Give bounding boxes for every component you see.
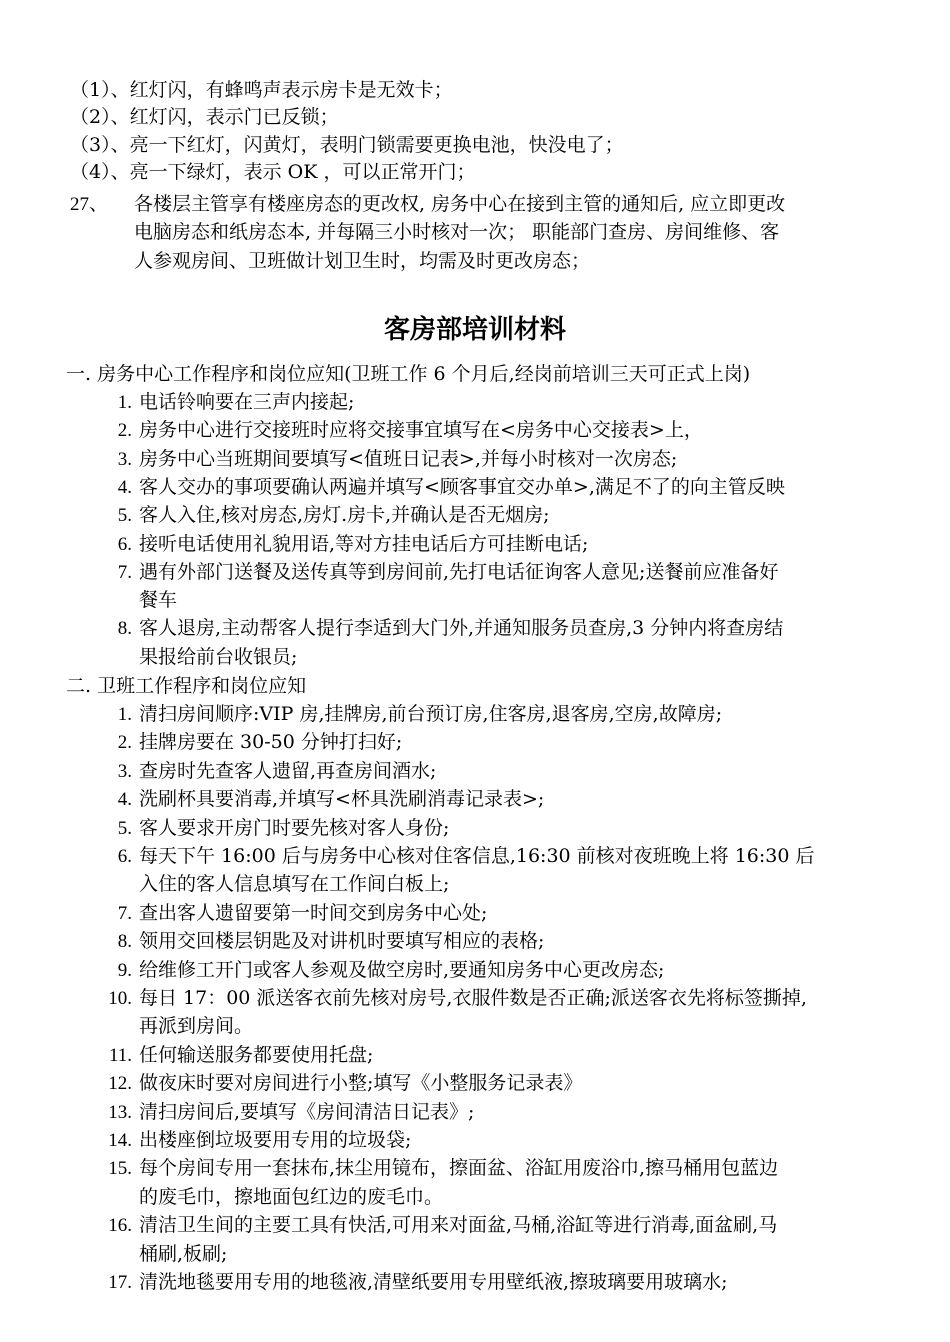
list-item-number: 8.	[117, 618, 132, 640]
list-item-number: 2.	[117, 420, 132, 442]
list-item-number: 2.	[117, 732, 132, 754]
list-item-number: 9.	[117, 959, 132, 981]
list-item-text: 每天下午 16:00 后与房务中心核对住客信息,16:30 前核对夜班晚上将 16:30 后	[139, 845, 815, 867]
list-item-text: 做夜床时要对房间进行小整;填写《小整服务记录表》	[139, 1072, 583, 1095]
list-item-number: 11.	[108, 1044, 132, 1066]
status-line-3: （3）、亮一下红灯，闪黄灯，表明门锁需要更换电池，快没电了；	[70, 134, 624, 156]
list-item-text: 客人入住,核对房态,房灯.房卡,并确认是否无烟房;	[139, 504, 550, 527]
list-item-text: 领用交回楼层钥匙及对讲机时要填写相应的表格;	[139, 930, 545, 953]
list-item-text: 挂牌房要在 30-50 分钟打扫好;	[139, 731, 403, 754]
list-item-number: 6.	[117, 533, 132, 555]
item-27-line-3: 人参观房间、卫班做计划卫生时，均需及时更改房态；	[134, 250, 591, 272]
item-27-line-2: 电脑房态和纸房态本, 并每隔三小时核对一次； 职能部门查房、房间维修、客	[134, 221, 780, 243]
list-item-number: 7.	[117, 902, 132, 924]
list-item-number: 4.	[117, 476, 132, 498]
list-item-number: 5.	[117, 505, 132, 527]
list-item-text: 客人退房,主动帮客人提行李适到大门外,并通知服务员查房,3 分钟内将查房结	[139, 617, 784, 640]
list-item-text: 清洗地毯要用专用的地毯液,清壁纸要用专用壁纸液,擦玻璃要用玻璃水;	[139, 1271, 728, 1293]
list-item-number: 4.	[117, 789, 132, 811]
list-item-text: 查房时先查客人遗留,再查房间酒水;	[139, 759, 437, 782]
status-line-2: （2）、红灯闪，表示门已反锁；	[70, 106, 339, 128]
list-item-text: 桶刷,板刷;	[139, 1242, 228, 1265]
list-item-number: 3.	[117, 448, 132, 470]
status-line-4: （4）、亮一下绿灯，表示 OK ，可以正常开门；	[70, 161, 476, 183]
list-item-text: 餐车	[139, 589, 178, 612]
list-item-text: 出楼座倒垃圾要用专用的垃圾袋;	[139, 1129, 412, 1151]
list-item-number: 15.	[108, 1158, 132, 1180]
list-item-number: 3.	[117, 760, 132, 782]
list-item-text: 房务中心进行交接班时应将交接事宜填写在<房务中心交接表>上，	[139, 419, 703, 442]
list-item-text: 电话铃响要在三声内接起;	[139, 391, 355, 413]
list-item-text: 清扫房间后,要填写《房间清洁日记表》;	[139, 1100, 475, 1123]
list-item-text: 每个房间专用一套抹布,抹尘用镜布，擦面盆、浴缸用废浴巾,擦马桶用包蓝边	[139, 1157, 779, 1180]
section-2-heading: 二. 卫班工作程序和岗位应知	[66, 675, 307, 697]
list-item-number: 1.	[117, 704, 132, 725]
list-item-text: 再派到房间。	[139, 1015, 254, 1038]
list-item-text: 每日 17：00 派送客衣前先核对房号,衣服件数是否正确;派送客衣先将标签撕掉,	[139, 987, 807, 1009]
list-item-text: 任何输送服务都要使用托盘;	[139, 1043, 374, 1066]
list-item-number: 14.	[108, 1130, 132, 1151]
list-item-number: 5.	[117, 817, 132, 839]
list-item-text: 清洁卫生间的主要工具有快活,可用来对面盆,马桶,浴缸等进行消毒,面盆刷,马	[139, 1214, 778, 1237]
list-item-text: 客人要求开房门时要先核对客人身份;	[139, 816, 450, 839]
page-title: 客房部培训材料	[383, 315, 566, 345]
list-item-number: 10.	[108, 988, 132, 1009]
list-item-text: 清扫房间顺序:VIP 房,挂牌房,前台预订房,住客房,退客房,空房,故障房;	[139, 703, 723, 725]
list-item-text: 的废毛巾，擦地面包红边的废毛巾。	[139, 1185, 444, 1208]
list-item-number: 12.	[108, 1073, 132, 1095]
list-item-number: 1.	[117, 392, 132, 413]
list-item-number: 7.	[117, 561, 132, 583]
list-item-number: 17.	[108, 1272, 132, 1293]
item-27-line-1: 各楼层主管享有楼座房态的更改权, 房务中心在接到主管的通知后, 应立即更改	[134, 193, 786, 215]
list-item-text: 查出客人遗留要第一时间交到房务中心处;	[139, 901, 488, 924]
list-item-number: 8.	[117, 931, 132, 953]
list-item-text: 遇有外部门送餐及送传真等到房间前,先打电话征询客人意见;送餐前应准备好	[139, 560, 779, 583]
list-item-text: 入住的客人信息填写在工作间白板上;	[139, 873, 450, 896]
list-item-number: 16.	[108, 1215, 132, 1237]
list-item-text: 客人交办的事项要确认两遍并填写<顾客事宜交办单>,满足不了的向主管反映	[139, 475, 785, 498]
list-item-text: 房务中心当班期间要填写<值班日记表>,并每小时核对一次房态;	[139, 447, 678, 470]
status-line-1: （1）、红灯闪，有蜂鸣声表示房卡是无效卡；	[70, 79, 453, 101]
list-item-text: 给维修工开门或客人参观及做空房时,要通知房务中心更改房态;	[139, 958, 665, 981]
list-item-text: 接听电话使用礼貌用语,等对方挂电话后方可挂断电话;	[139, 532, 589, 555]
list-item-number: 6.	[117, 846, 132, 867]
list-item-text: 果报给前台收银员;	[139, 645, 298, 668]
list-item-text: 洗刷杯具要消毒,并填写<杯具洗刷消毒记录表>;	[139, 788, 545, 811]
item-27-number: 27、	[70, 194, 109, 215]
section-1-heading: 一. 房务中心工作程序和岗位应知(卫班工作 6 个月后,经岗前培训三天可正式上岗)	[66, 363, 751, 385]
list-item-number: 13.	[108, 1101, 132, 1123]
